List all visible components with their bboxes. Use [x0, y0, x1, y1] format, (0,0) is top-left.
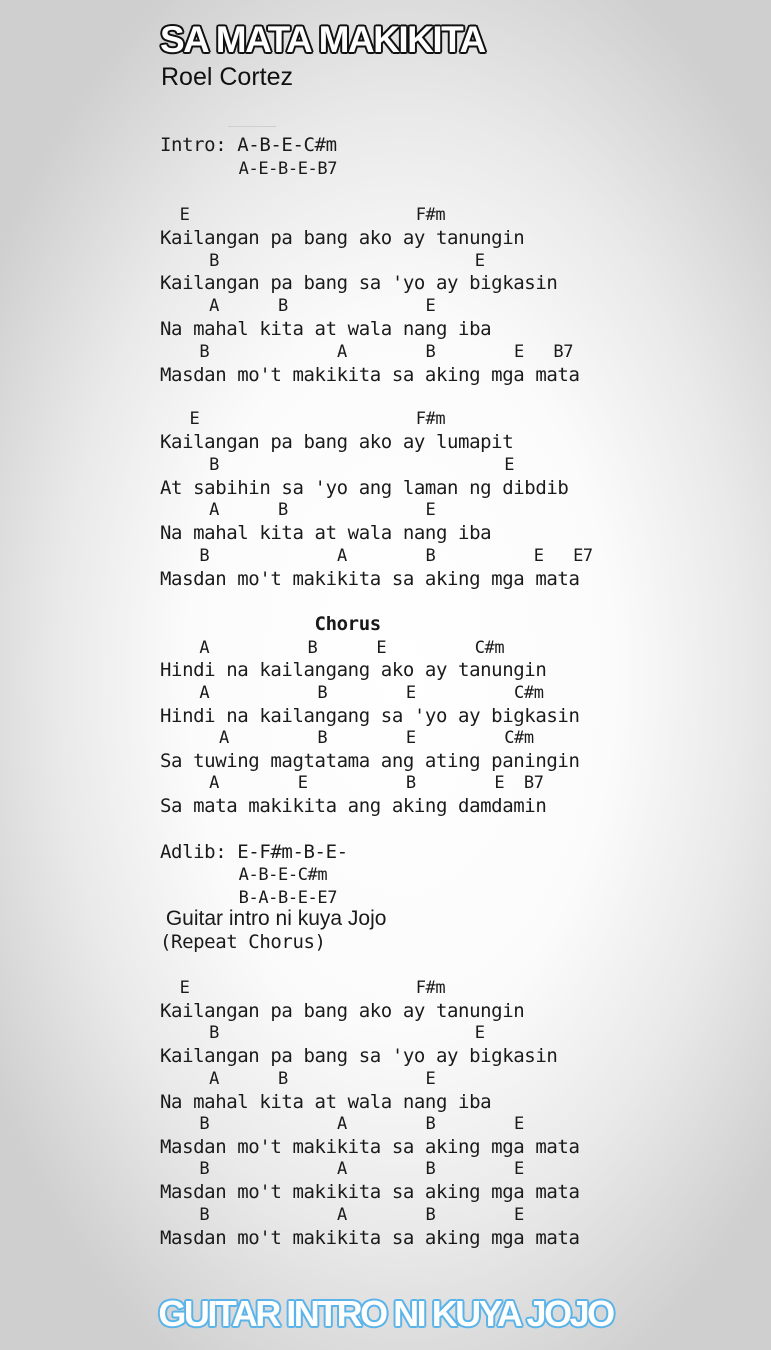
footer-caption: GUITAR INTRO NI KUYA JOJO	[158, 1293, 613, 1334]
chord-line: A E B E B7	[160, 773, 544, 793]
lyric-line: Sa mata makikita ang aking damdamin	[160, 795, 547, 817]
chord-line: A B E C#m	[160, 728, 534, 748]
lyric-line: Kailangan pa bang ako ay tanungin	[160, 227, 525, 249]
divider	[228, 126, 276, 127]
chord-line: E F#m	[160, 205, 446, 225]
lyric-line: Kailangan pa bang sa 'yo ay bigkasin	[160, 272, 558, 294]
chord-line: B E	[160, 1023, 485, 1043]
chord-line: A B E C#m	[160, 683, 544, 703]
lyric-line: Masdan mo't makikita sa aking mga mata	[160, 568, 580, 590]
chord-line: B A B E E7	[160, 546, 593, 566]
chord-line: A B E	[160, 500, 436, 520]
chord-line: B A B E B7	[160, 342, 574, 362]
chord-line: E F#m	[160, 409, 446, 429]
chord-line: A B E	[160, 1069, 436, 1089]
lyric-line: Masdan mo't makikita sa aking mga mata	[160, 1181, 580, 1203]
section-chords: Intro: A-B-E-C#m	[160, 134, 337, 156]
lyric-line: Hindi na kailangang sa 'yo ay bigkasin	[160, 705, 580, 727]
chord-line: A-E-B-E-B7	[160, 159, 338, 179]
lyric-line: At sabihin sa 'yo ang laman ng dibdib	[160, 477, 569, 499]
lyric-line: Na mahal kita at wala nang iba	[160, 1091, 492, 1113]
chorus-heading: Chorus	[160, 613, 381, 635]
lyric-line: Sa tuwing magtatama ang ating paningin	[160, 750, 580, 772]
lyric-line: Kailangan pa bang ako ay tanungin	[160, 1000, 525, 1022]
lyric-line: Masdan mo't makikita sa aking mga mata	[160, 1136, 580, 1158]
lyric-line: Kailangan pa bang sa 'yo ay bigkasin	[160, 1045, 558, 1067]
lyric-line: Na mahal kita at wala nang iba	[160, 522, 492, 544]
chord-line: B A B E	[160, 1114, 524, 1134]
note-line: Guitar intro ni kuya Jojo	[160, 907, 387, 930]
chord-line: B E	[160, 251, 485, 271]
chord-line: A B E C#m	[160, 638, 505, 658]
lyric-line: (Repeat Chorus)	[160, 931, 326, 953]
chord-line: E F#m	[160, 978, 446, 998]
chord-line: B E	[160, 455, 515, 475]
chord-line: A-B-E-C#m	[160, 865, 328, 885]
chord-line: B A B E	[160, 1205, 524, 1225]
lyric-line: Masdan mo't makikita sa aking mga mata	[160, 1227, 580, 1249]
lyric-line: Na mahal kita at wala nang iba	[160, 318, 492, 340]
lyric-line: Masdan mo't makikita sa aking mga mata	[160, 364, 580, 386]
chord-line: B A B E	[160, 1159, 524, 1179]
song-title: SA MATA MAKIKITA	[160, 19, 485, 60]
lyric-line: Kailangan pa bang ako ay lumapit	[160, 431, 514, 453]
chord-line: B-A-B-E-E7	[160, 888, 338, 908]
lyric-line: Hindi na kailangang ako ay tanungin	[160, 659, 547, 681]
chord-line: A B E	[160, 296, 436, 316]
song-artist: Roel Cortez	[161, 63, 293, 91]
section-chords: Adlib: E-F#m-B-E-	[160, 841, 348, 863]
